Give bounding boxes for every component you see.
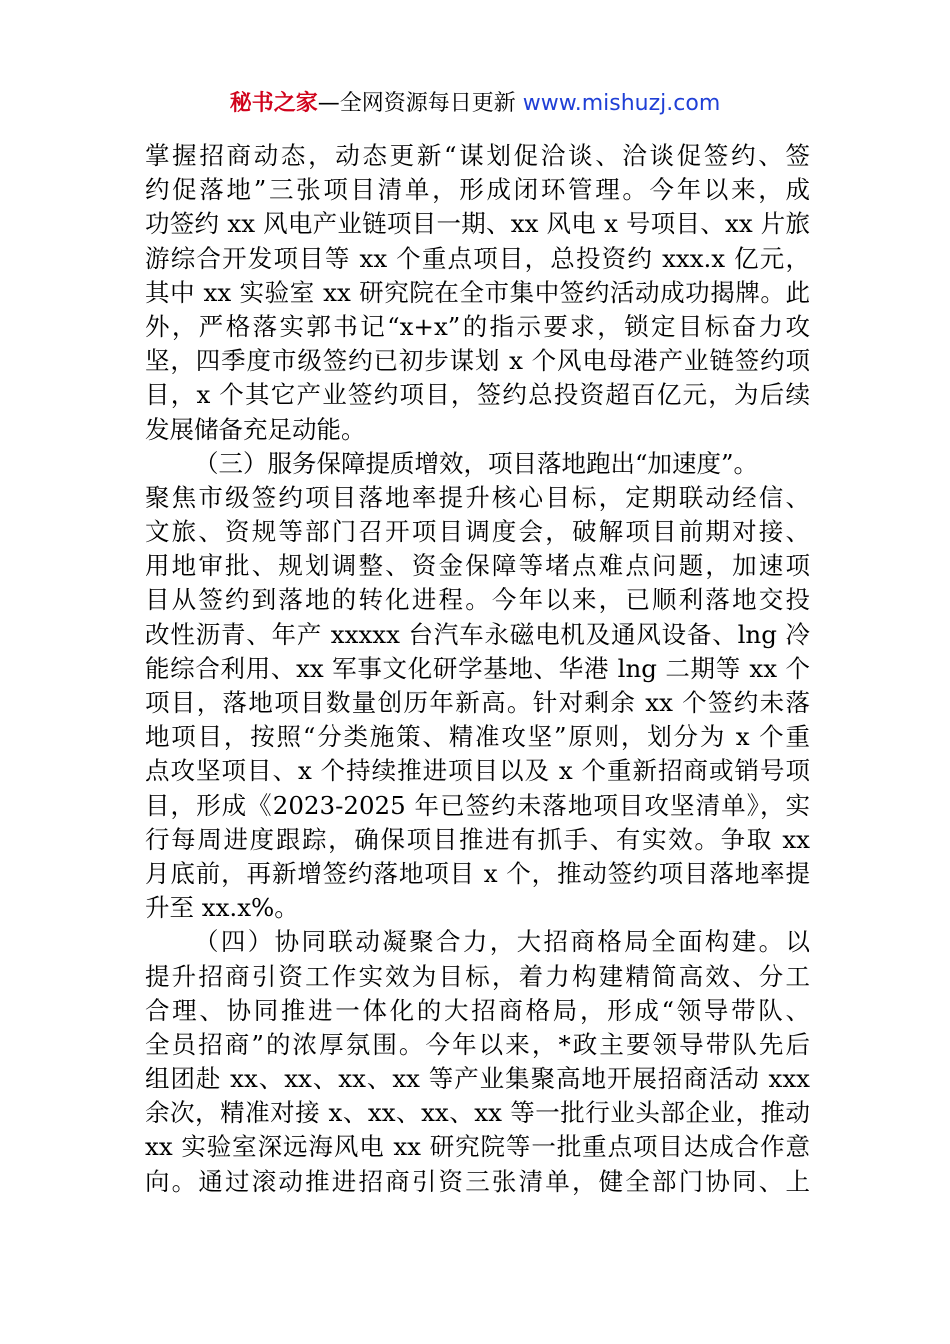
text-line: 合理、协同推进一体化的大招商格局，形成“领导带队、 [145,995,810,1025]
text-line: 向。通过滚动推进招商引资三张清单，健全部门协同、上 [145,1166,810,1196]
text-line: 行每周进度跟踪，确保项目推进有抓手、有实效。争取 xx [145,824,810,854]
text-line: 目从签约到落地的转化进程。今年以来，已顺利落地交投 [145,585,810,615]
text-line: 提升招商引资工作实效为目标，着力构建精简高效、分工 [145,961,810,991]
text-line: 地项目，按照“分类施策、精准攻坚”原则，划分为 x 个重 [145,722,810,752]
text-line: xx 实验室深远海风电 xx 研究院等一批重点项目达成合作意 [145,1132,810,1162]
text-line: 改性沥青、年产 xxxxx 台汽车永磁电机及通风设备、lng 冷 [145,619,810,649]
text-line: 全员招商”的浓厚氛围。今年以来，*政主要领导带队先后 [145,1029,810,1059]
site-tagline: —全网资源每日更新 [317,91,523,116]
text-line: 目，x 个其它产业签约项目，签约总投资超百亿元，为后续 [145,380,810,410]
text-line: 组团赴 xx、xx、xx、xx 等产业集聚高地开展招商活动 xxx [145,1064,810,1094]
text-line: 发展储备充足动能。 [145,414,366,444]
text-line: 点攻坚项目、x 个持续推进项目以及 x 个重新招商或销号项 [145,756,810,786]
site-name: 秘书之家 [229,91,318,116]
text-line: 坚，四季度市级签约已初步谋划 x 个风电母港产业链签约项 [145,346,810,376]
text-line: 游综合开发项目等 xx 个重点项目，总投资约 xxx.x 亿元， [145,243,810,273]
text-line: 用地审批、规划调整、资金保障等堵点难点问题，加速项 [145,551,810,581]
text-line: 约促落地”三张项目清单，形成闭环管理。今年以来，成 [145,175,810,205]
text-line: 能综合利用、xx 军事文化研学基地、华港 lng 二期等 xx 个 [145,653,810,683]
text-line: 聚焦市级签约项目落地率提升核心目标，定期联动经信、 [145,482,810,512]
text-line: 目，形成《2023-2025 年已签约未落地项目攻坚清单》，实 [145,790,810,820]
text-line: 其中 xx 实验室 xx 研究院在全市集中签约活动成功揭牌。此 [145,277,810,307]
text-line: 升至 xx.x%。 [145,893,299,923]
text-line: 文旅、资规等部门召开项目调度会，破解项目前期对接、 [145,517,810,547]
text-line: 掌握招商动态，动态更新“谋划促洽谈、洽谈促签约、签 [145,141,810,170]
text-line: 外，严格落实郭书记“x+x”的指示要求，锁定目标奋力攻 [145,311,810,341]
text-line: 余次，精准对接 x、xx、xx、xx 等一批行业头部企业，推动 [145,1098,810,1128]
site-url[interactable]: www.mishuzj.com [522,91,721,116]
section-heading-3: （三）服务保障提质增效，项目落地跑出“加速度”。 [194,448,759,478]
text-line: 功签约 xx 风电产业链项目一期、xx 风电 x 号项目、xx 片旅 [145,209,810,239]
text-line: 月底前，再新增签约落地项目 x 个，推动签约项目落地率提 [145,858,810,888]
section-heading-4: （四）协同联动凝聚合力，大招商格局全面构建。以 [194,927,810,957]
text-line: 项目，落地项目数量创历年新高。针对剩余 xx 个签约未落 [145,688,810,717]
site-header [0,88,950,120]
document-body [145,139,810,1199]
